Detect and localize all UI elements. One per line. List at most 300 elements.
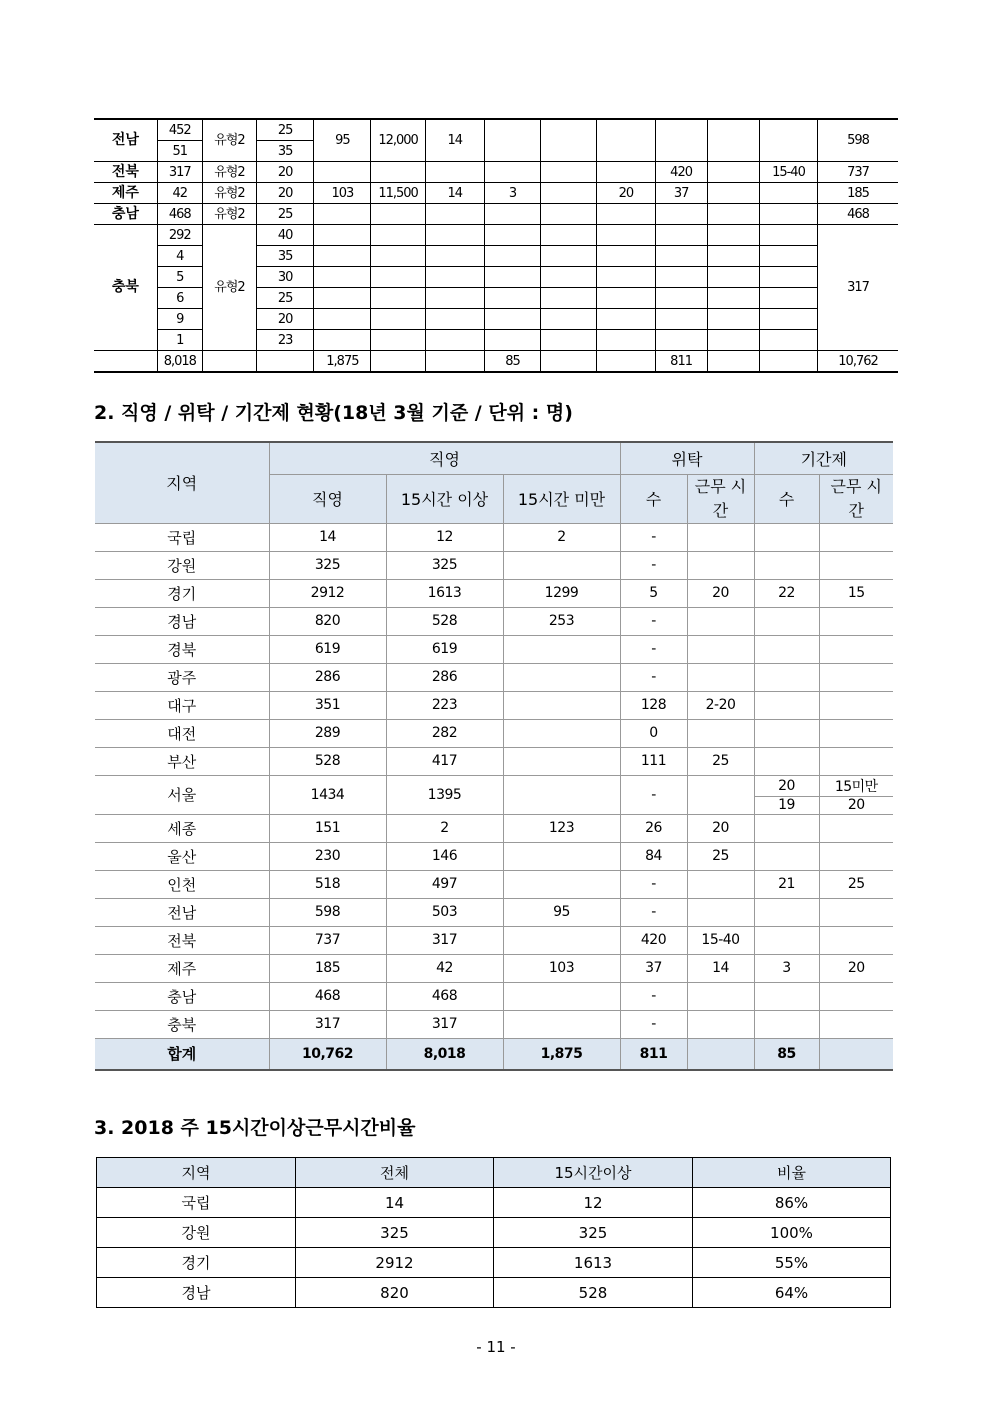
table-cell [754,719,819,747]
table-cell: 22 [754,579,819,607]
table-cell: 468 [269,982,386,1010]
table-row [94,204,898,225]
table-cell: 420 [620,926,687,954]
region-cell: 인천 [95,870,269,898]
table-cell: 103 [314,183,371,204]
header-direct-total: 직영 [269,474,386,523]
table-cell: 1434 [269,775,386,814]
table-row [95,775,893,796]
table-cell: 12,000 [371,119,425,162]
table-cell: - [620,870,687,898]
header-consign-hours: 근무 시간 [687,474,754,523]
table-cell: 2 [503,523,620,551]
table-cell: 528 [386,607,503,635]
table-row [97,1218,891,1248]
region-cell: 경남 [95,607,269,635]
table-cell [687,982,754,1010]
table-cell [687,870,754,898]
table-cell [541,246,597,267]
table-cell [425,162,484,183]
table-cell [759,225,817,246]
ratio-header-region: 지역 [97,1158,296,1188]
table-cell: 2912 [269,579,386,607]
table-cell [707,119,759,162]
region-cell: 서울 [95,775,269,814]
total-cell: 10,762 [818,351,898,373]
table-cell: 528 [494,1278,693,1308]
table-cell: 15-40 [687,926,754,954]
table-cell: 국립 [97,1188,296,1218]
table-cell [541,204,597,225]
table-cell [754,926,819,954]
table-cell: - [620,635,687,663]
table-cell [503,982,620,1010]
table-cell [371,267,425,288]
table-cell [425,225,484,246]
table-cell [371,225,425,246]
hours-cell: 35 [257,246,314,267]
table-cell: 468 [386,982,503,1010]
table-cell [707,288,759,309]
table-cell: 14 [687,954,754,982]
table-cell [754,607,819,635]
total-cell [597,351,655,373]
table-cell: 1299 [503,579,620,607]
table-cell: 85 [754,1038,819,1070]
table-cell [484,267,540,288]
table-cell [687,523,754,551]
table-cell [371,204,425,225]
table-cell [655,246,707,267]
table-cell: 25 [687,842,754,870]
table-cell: 497 [386,870,503,898]
table-cell: 10,762 [269,1038,386,1070]
header-contract-hours: 근무 시간 [819,474,893,523]
table-cell [314,225,371,246]
table-row [94,119,898,141]
table-cell [687,719,754,747]
table-cell [819,691,893,719]
table-cell [819,719,893,747]
table-cell: 20 [597,183,655,204]
table-row [94,162,898,183]
table-cell [819,635,893,663]
ratio-header-total: 전체 [296,1158,494,1188]
table-cell [541,183,597,204]
table-cell [759,330,817,351]
table-cell: 317 [269,1010,386,1038]
table-cell [597,162,655,183]
table-cell: 1395 [386,775,503,814]
table-cell: 100% [693,1218,891,1248]
total-cell: 317 [818,225,898,351]
table-cell [425,204,484,225]
table-cell [425,309,484,330]
table-cell: 15-40 [759,162,817,183]
hours-cell: 25 [257,288,314,309]
table-cell [597,309,655,330]
table-cell [655,204,707,225]
type-cell: 유형2 [202,225,256,351]
table-cell [541,119,597,162]
table-row [95,814,893,842]
table-cell: 경기 [97,1248,296,1278]
region-cell: 전남 [94,119,157,162]
table-cell: - [620,898,687,926]
table-cell [655,309,707,330]
table-row [95,635,893,663]
table-cell [707,204,759,225]
table-cell [819,926,893,954]
table-cell: 3 [484,183,540,204]
table-cell [503,775,620,814]
region-cell: 합계 [95,1038,269,1070]
hours-cell: 40 [257,225,314,246]
table-cell [371,162,425,183]
region-cell: 대구 [95,691,269,719]
table-cell [819,898,893,926]
total-cell [541,351,597,373]
table-cell: 95 [503,898,620,926]
table-cell: 64% [693,1278,891,1308]
table-cell: 20 [754,775,819,796]
table-cell [541,309,597,330]
table-cell: 820 [269,607,386,635]
ratio-header-over15: 15시간이상 [494,1158,693,1188]
table-cell: 286 [386,663,503,691]
table-cell: 경남 [97,1278,296,1308]
table-cell [541,267,597,288]
table-cell [503,870,620,898]
table-cell [541,162,597,183]
table-cell [655,288,707,309]
table-cell [754,898,819,926]
table-cell [597,246,655,267]
table-row [95,523,893,551]
table-cell [503,747,620,775]
table-row [95,747,893,775]
header-contract-count: 수 [754,474,819,523]
table-row [95,579,893,607]
header-consign-count: 수 [620,474,687,523]
region-cell: 국립 [95,523,269,551]
table-cell [597,267,655,288]
table-cell: 185 [818,183,898,204]
table-row [94,183,898,204]
table-cell [314,267,371,288]
table-cell [503,719,620,747]
table-cell [707,267,759,288]
table-cell: 317 [386,1010,503,1038]
table-cell [503,1010,620,1038]
table-row [95,691,893,719]
total-cell [707,351,759,373]
table-cell [754,635,819,663]
region-cell: 제주 [95,954,269,982]
table-cell [484,204,540,225]
table-cell: 20 [687,814,754,842]
table-cell [819,1010,893,1038]
table-cell [425,288,484,309]
region-cell: 충북 [95,1010,269,1038]
hours-cell: 35 [257,141,314,162]
table-cell: - [620,775,687,814]
table-cell: - [620,607,687,635]
table-cell: 8,018 [386,1038,503,1070]
region-cell: 전남 [95,898,269,926]
table-cell: 12 [494,1188,693,1218]
hours-cell: 20 [257,309,314,330]
table-cell: 151 [269,814,386,842]
table-cell [819,607,893,635]
table-cell: 20 [819,954,893,982]
table-cell [707,309,759,330]
table-cell [484,246,540,267]
table-row [95,719,893,747]
table-cell [754,842,819,870]
table-cell [655,119,707,162]
table-cell: - [620,982,687,1010]
total-cell: 811 [655,351,707,373]
staff-status-table [95,441,893,1071]
table-cell: 518 [269,870,386,898]
table-cell [687,607,754,635]
table-cell [759,119,817,162]
table-cell: 820 [296,1278,494,1308]
table-row [95,551,893,579]
table-cell: 84 [620,842,687,870]
table-cell [819,982,893,1010]
table-cell [597,288,655,309]
table-cell [484,309,540,330]
table-cell [754,691,819,719]
table-cell: 289 [269,719,386,747]
table-cell: - [620,551,687,579]
table-cell [314,288,371,309]
table-cell: 282 [386,719,503,747]
table-cell [819,814,893,842]
table-cell [597,119,655,162]
table-cell: 2912 [296,1248,494,1278]
table-cell [597,330,655,351]
table-cell [819,523,893,551]
table-cell [707,183,759,204]
table-cell: 528 [269,747,386,775]
count-cell: 1 [157,330,202,351]
table-cell: 42 [386,954,503,982]
table-cell: 468 [818,204,898,225]
total-cell: 1,875 [314,351,371,373]
table-cell: 1,875 [503,1038,620,1070]
table-cell: - [620,523,687,551]
region-cell: 경기 [95,579,269,607]
table-cell: 25 [819,870,893,898]
type-cell: 유형2 [202,119,256,162]
table-cell [655,225,707,246]
table-cell: 3 [754,954,819,982]
table-row [97,1248,891,1278]
table-cell [687,775,754,814]
header-consign: 위탁 [620,442,754,474]
ratio-table [96,1157,891,1308]
table-cell [314,330,371,351]
header-contract: 기간제 [754,442,893,474]
table-cell [687,663,754,691]
hours-cell: 20 [257,183,314,204]
table-row [95,982,893,1010]
table-cell: 185 [269,954,386,982]
total-cell [425,351,484,373]
table-cell [597,225,655,246]
table-cell: 2 [386,814,503,842]
table-cell: 325 [386,551,503,579]
count-cell: 5 [157,267,202,288]
table-cell [314,204,371,225]
table-cell [597,204,655,225]
table-cell: 1613 [494,1248,693,1278]
table-row [97,1188,891,1218]
total-cell: 85 [484,351,540,373]
region-cell: 경북 [95,635,269,663]
table-cell: 15 [819,579,893,607]
table-cell [707,330,759,351]
table-cell [655,330,707,351]
count-cell: 6 [157,288,202,309]
table-cell [819,1038,893,1070]
hours-cell: 20 [257,162,314,183]
table-row [95,842,893,870]
table-cell [314,309,371,330]
total-cell [94,351,157,373]
table-cell: 598 [269,898,386,926]
table-cell: 123 [503,814,620,842]
table-cell: 강원 [97,1218,296,1248]
table-cell [484,119,540,162]
region-cell: 광주 [95,663,269,691]
table-cell: 103 [503,954,620,982]
table-cell [503,842,620,870]
table-cell [425,267,484,288]
type-cell: 유형2 [202,162,256,183]
table-cell [707,225,759,246]
table-cell [754,551,819,579]
table-cell [425,246,484,267]
region-cell: 충북 [94,225,157,351]
table-cell: 14 [296,1188,494,1218]
region-cell: 충남 [94,204,157,225]
table-cell [754,814,819,842]
table-cell: 223 [386,691,503,719]
table-cell [484,225,540,246]
table-cell: 20 [687,579,754,607]
table-cell: 5 [620,579,687,607]
table-cell [759,204,817,225]
type-cell: 유형2 [202,183,256,204]
region-cell: 울산 [95,842,269,870]
table-cell [759,267,817,288]
table-cell [484,162,540,183]
table-cell [371,288,425,309]
table-cell: 737 [269,926,386,954]
table-cell [371,309,425,330]
table-cell: 14 [425,119,484,162]
table-row [97,1278,891,1308]
table-cell: 14 [425,183,484,204]
table-cell [687,635,754,663]
table-cell: 0 [620,719,687,747]
table-cell [503,635,620,663]
table-row [95,607,893,635]
table-cell: 619 [269,635,386,663]
table-cell [371,246,425,267]
table-row [95,954,893,982]
table-cell [503,691,620,719]
region-cell: 전북 [94,162,157,183]
table-cell: 286 [269,663,386,691]
table-cell [754,1010,819,1038]
table-cell: 37 [620,954,687,982]
table-cell [759,246,817,267]
table-cell: - [620,1010,687,1038]
count-cell: 9 [157,309,202,330]
table-cell [819,551,893,579]
count-cell: 42 [157,183,202,204]
table-row [94,225,898,246]
count-cell: 317 [157,162,202,183]
count-cell: 4 [157,246,202,267]
region-cell: 부산 [95,747,269,775]
sum-row [95,1038,893,1070]
table-cell: 128 [620,691,687,719]
total-cell: 8,018 [157,351,202,373]
table-row [95,663,893,691]
section2-heading: 2. 직영 / 위탁 / 기간제 현황(18년 3월 기준 / 단위 : 명) [94,402,573,424]
table-cell: 317 [386,926,503,954]
hours-cell: 30 [257,267,314,288]
table-cell [707,246,759,267]
total-row [94,351,898,373]
table-cell: 146 [386,842,503,870]
table-cell [687,551,754,579]
table-cell [687,1038,754,1070]
table-cell [484,288,540,309]
section3-heading: 3. 2018 주 15시간이상근무시간비율 [94,1117,416,1139]
table-cell: 95 [314,119,371,162]
table-cell [541,330,597,351]
table-cell: - [620,663,687,691]
table-cell [314,162,371,183]
table-row [95,926,893,954]
table-cell [754,982,819,1010]
total-cell [371,351,425,373]
table-cell [425,330,484,351]
table-cell: 230 [269,842,386,870]
table-cell [503,551,620,579]
region-cell: 강원 [95,551,269,579]
table-cell [484,330,540,351]
table-cell: 811 [620,1038,687,1070]
table-cell: 86% [693,1188,891,1218]
total-cell [257,351,314,373]
total-cell [759,351,817,373]
table-cell [754,747,819,775]
table-cell: 15미만 [819,775,893,796]
table-cell: 253 [503,607,620,635]
header-region: 지역 [95,442,269,523]
hours-cell: 25 [257,119,314,141]
count-cell: 292 [157,225,202,246]
table-cell: 619 [386,635,503,663]
